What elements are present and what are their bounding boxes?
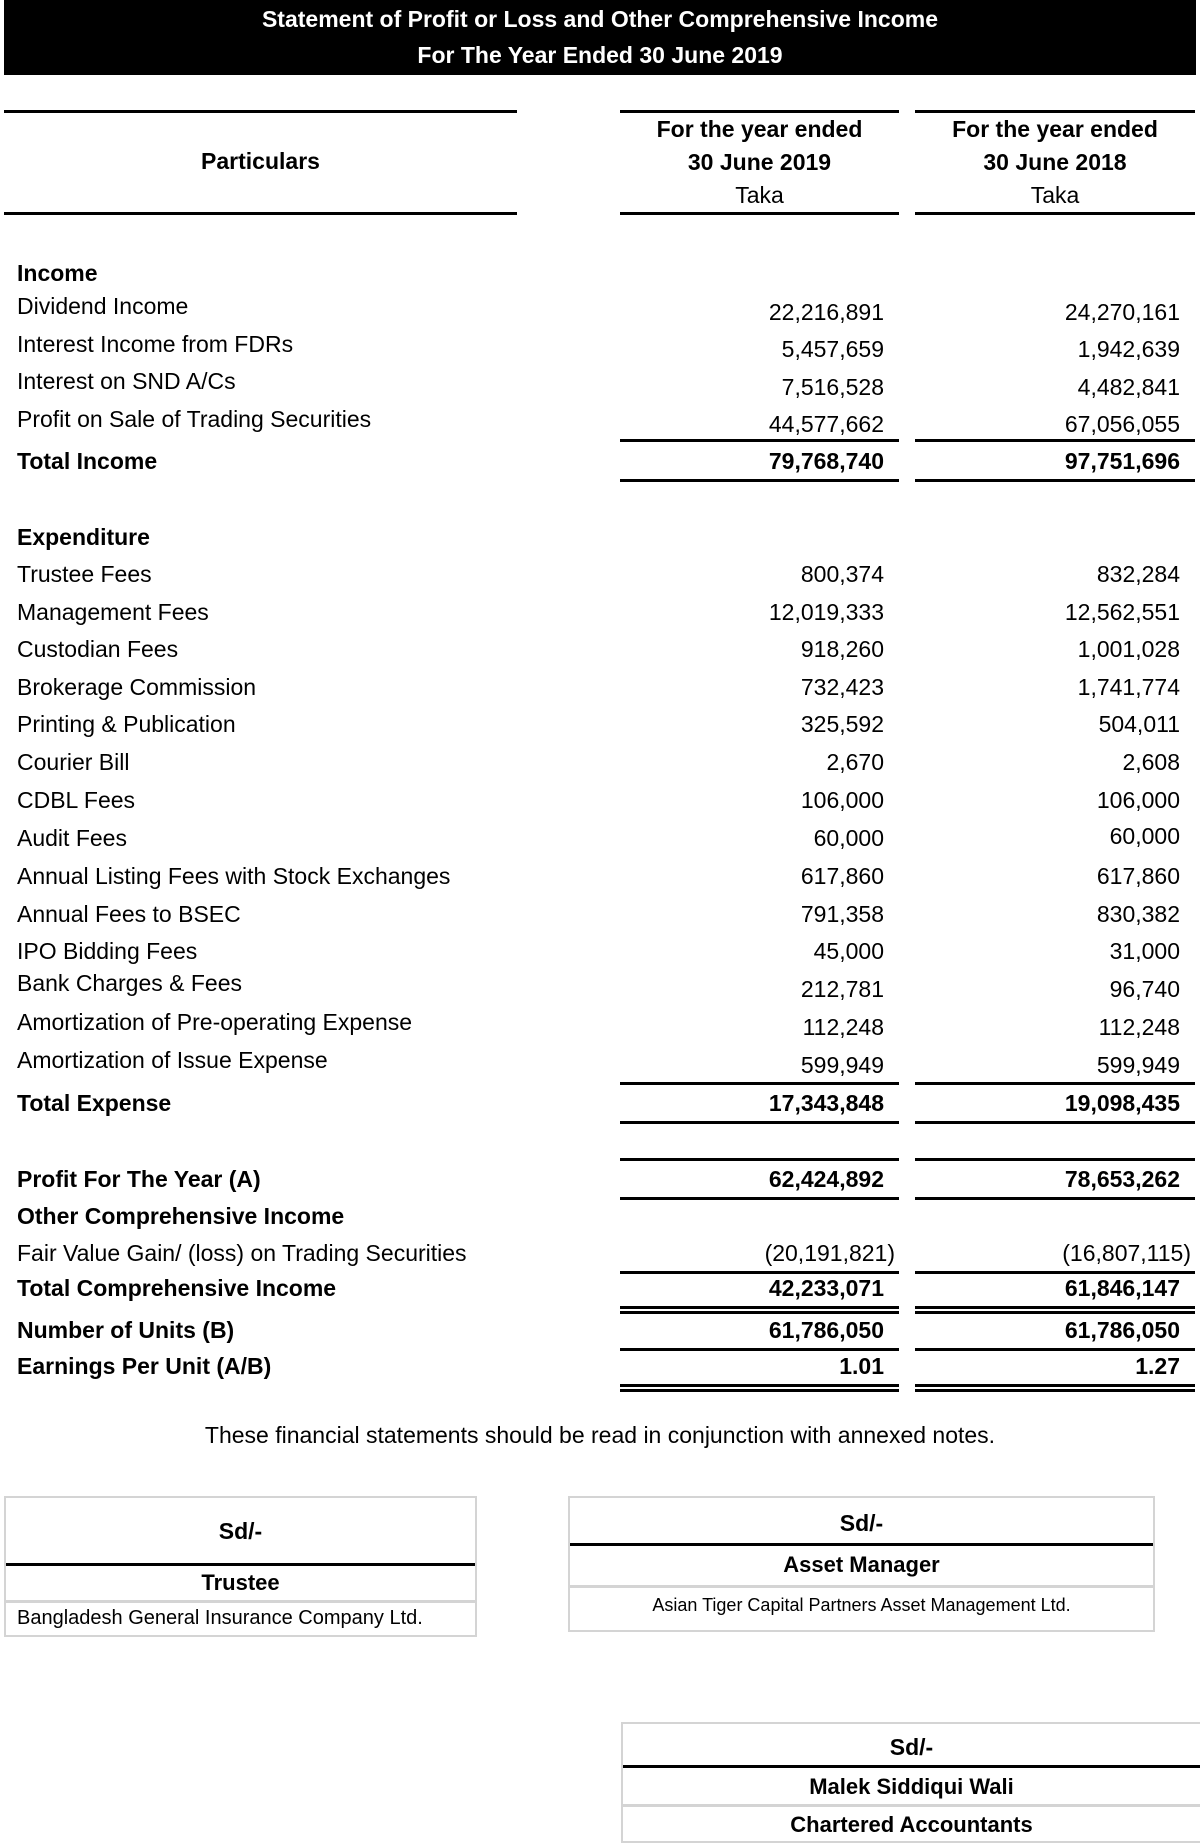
value-2018: 1,942,639	[1077, 336, 1180, 362]
row-label: Fair Value Gain/ (loss) on Trading Securities	[17, 1240, 467, 1266]
row-label: Audit Fees	[17, 825, 127, 851]
row-label: Number of Units (B)	[17, 1317, 235, 1343]
value-2019: 112,248	[802, 1014, 884, 1040]
value-2019: 45,000	[813, 938, 884, 964]
value-2018: 1.27	[1135, 1353, 1180, 1379]
units-row	[0, 1312, 1200, 1348]
value-2018: 832,284	[1096, 561, 1180, 587]
table-row	[0, 594, 1200, 630]
table-row	[0, 1235, 1200, 1271]
prior-year-line2: 30 June 2018	[983, 149, 1127, 175]
statement-title: Statement of Profit or Loss and Other Comprehensive Income	[261, 6, 939, 32]
value-2018: 830,382	[1096, 901, 1180, 927]
row-label: Total Income	[17, 448, 158, 474]
row-label: Earnings Per Unit (A/B)	[17, 1353, 272, 1379]
value-2018: 24,270,161	[1064, 299, 1180, 325]
header-bottom-rule	[620, 212, 899, 215]
value-2019: 918,260	[800, 636, 884, 662]
total-income-row	[0, 443, 1200, 479]
value-2019: 800,374	[800, 561, 884, 587]
table-row	[0, 631, 1200, 667]
value-2019: 791,358	[800, 901, 884, 927]
value-2019: 60,000	[813, 825, 884, 851]
row-label: Custodian Fees	[17, 636, 179, 662]
value-2018: 96,740	[1109, 976, 1180, 1002]
row-label: Profit on Sale of Trading Securities	[17, 406, 372, 432]
total-rule	[915, 1121, 1195, 1124]
row-label: Profit For The Year (A)	[17, 1166, 261, 1192]
row-label: Annual Listing Fees with Stock Exchanges	[17, 863, 451, 889]
asset-manager-org: Asian Tiger Capital Partners Asset Management Ltd.	[652, 1595, 1071, 1615]
table-row	[0, 706, 1200, 742]
value-2018: 61,786,050	[1064, 1317, 1180, 1343]
expenditure-heading: Expenditure	[17, 524, 150, 550]
value-2019: (20,191,821)	[764, 1240, 895, 1266]
asset-manager-role: Asset Manager	[783, 1552, 940, 1577]
profit-row	[0, 1161, 1200, 1197]
table-row	[0, 326, 1200, 362]
value-2018: 599,949	[1096, 1052, 1180, 1078]
current-year-unit: Taka	[735, 182, 784, 208]
value-2019: 42,233,071	[768, 1275, 884, 1301]
row-label: Bank Charges & Fees	[17, 970, 243, 996]
table-row	[0, 1042, 1200, 1078]
value-2018: 19,098,435	[1064, 1090, 1180, 1116]
row-label: Amortization of Pre-operating Expense	[17, 1009, 413, 1035]
value-2019: 617,860	[800, 863, 884, 889]
double-rule	[915, 1384, 1195, 1392]
eps-row	[0, 1348, 1200, 1384]
row-label: Interest on SND A/Cs	[17, 368, 236, 394]
value-2019: 1.01	[839, 1353, 884, 1379]
table-row	[0, 744, 1200, 780]
header-bottom-rule	[915, 212, 1195, 215]
footer-note: These financial statements should be read in conjunction with annexed notes.	[204, 1422, 996, 1448]
subtotal-rule	[620, 439, 899, 442]
statement-subtitle: For The Year Ended 30 June 2019	[417, 42, 783, 68]
signature-rule	[570, 1543, 1153, 1546]
row-label: Management Fees	[17, 599, 209, 625]
value-2018: 60,000	[1109, 823, 1180, 849]
trustee-signature-block	[4, 1496, 477, 1637]
value-2018: 504,011	[1098, 711, 1180, 737]
value-2019: 61,786,050	[768, 1317, 884, 1343]
particulars-header	[4, 145, 517, 178]
row-label: Brokerage Commission	[17, 674, 257, 700]
header-top-rule	[4, 110, 517, 113]
row-label: Courier Bill	[17, 749, 130, 775]
table-row	[0, 1004, 1200, 1040]
value-2018: 1,741,774	[1077, 674, 1180, 700]
value-2019: 2,670	[826, 749, 884, 775]
auditor-org: Chartered Accountants	[790, 1812, 1033, 1837]
particulars-label: Particulars	[201, 148, 320, 174]
trustee-org: Bangladesh General Insurance Company Ltd.	[17, 1607, 423, 1629]
value-2018: 97,751,696	[1064, 448, 1180, 474]
income-heading-row	[0, 255, 1200, 291]
divider	[570, 1585, 1153, 1588]
table-row	[0, 363, 1200, 399]
header-bottom-rule	[4, 212, 517, 215]
value-2018: 106,000	[1096, 787, 1180, 813]
value-2019: 732,423	[800, 674, 884, 700]
row-label: Printing & Publication	[17, 711, 236, 737]
total-comprehensive-income-row	[0, 1270, 1200, 1306]
value-2019: 79,768,740	[768, 448, 884, 474]
value-2019: 5,457,659	[781, 336, 884, 362]
value-2019: 599,949	[800, 1052, 884, 1078]
divider	[623, 1804, 1200, 1807]
current-year-line2: 30 June 2019	[687, 149, 832, 175]
total-expense-row	[0, 1085, 1200, 1121]
table-row	[0, 556, 1200, 592]
value-2019: 17,343,848	[768, 1090, 884, 1116]
value-2019: 62,424,892	[768, 1166, 884, 1192]
value-2019: 325,592	[800, 711, 884, 737]
value-2019: 44,577,662	[768, 411, 884, 437]
row-label: CDBL Fees	[17, 787, 136, 813]
table-row	[0, 401, 1200, 437]
value-2018: 78,653,262	[1064, 1166, 1180, 1192]
subtotal-rule	[915, 439, 1195, 442]
current-year-line1: For the year ended	[656, 116, 863, 142]
prior-year-line1: For the year ended	[952, 116, 1158, 142]
value-2019: 7,516,528	[781, 374, 884, 400]
row-label: Total Expense	[17, 1090, 172, 1116]
value-2018: 12,562,551	[1064, 599, 1180, 625]
table-row	[0, 669, 1200, 705]
table-row	[0, 820, 1200, 856]
double-rule	[620, 1384, 899, 1392]
total-rule	[620, 479, 899, 482]
income-heading: Income	[17, 260, 98, 286]
prior-year-unit: Taka	[1030, 182, 1080, 208]
asset-manager-signature-block	[568, 1496, 1155, 1632]
statement-title-bar	[4, 0, 1196, 75]
value-2019: 106,000	[800, 787, 884, 813]
table-row	[0, 933, 1200, 969]
table-row	[0, 965, 1200, 1001]
signature-rule	[623, 1765, 1200, 1768]
value-2018: 67,056,055	[1064, 411, 1180, 437]
value-2018: 31,000	[1109, 938, 1180, 964]
row-label: Annual Fees to BSEC	[17, 901, 241, 927]
table-row	[0, 896, 1200, 932]
trustee-role: Trustee	[201, 1570, 280, 1595]
current-year-header	[620, 113, 899, 212]
expenditure-heading-row	[0, 519, 1200, 555]
value-2019: 22,216,891	[768, 299, 884, 325]
table-row	[0, 858, 1200, 894]
total-rule	[620, 1121, 899, 1124]
signature-rule	[6, 1563, 475, 1566]
auditor-sign: Sd/-	[889, 1734, 934, 1760]
oci-heading-row	[0, 1198, 1200, 1234]
auditor-name: Malek Siddiqui Wali	[809, 1774, 1014, 1799]
value-2019: 212,781	[800, 976, 884, 1002]
value-2018: 617,860	[1096, 863, 1180, 889]
oci-heading: Other Comprehensive Income	[17, 1203, 345, 1229]
divider	[6, 1600, 475, 1603]
value-2019: 12,019,333	[768, 599, 884, 625]
table-row	[0, 782, 1200, 818]
row-label: Trustee Fees	[17, 561, 152, 587]
value-2018: 2,608	[1122, 749, 1180, 775]
row-label: Interest Income from FDRs	[17, 331, 294, 357]
table-row	[0, 288, 1200, 324]
value-2018: 112,248	[1098, 1014, 1180, 1040]
value-2018: (16,807,115)	[1062, 1240, 1191, 1266]
total-rule	[915, 479, 1195, 482]
value-2018: 61,846,147	[1064, 1275, 1180, 1301]
asset-manager-sign: Sd/-	[839, 1510, 884, 1536]
prior-year-header	[915, 113, 1195, 212]
row-label: Dividend Income	[17, 293, 189, 319]
row-label: Total Comprehensive Income	[17, 1275, 337, 1301]
trustee-sign: Sd/-	[218, 1518, 263, 1544]
value-2018: 1,001,028	[1077, 636, 1180, 662]
row-label: IPO Bidding Fees	[17, 938, 198, 964]
value-2018: 4,482,841	[1077, 374, 1180, 400]
auditor-signature-block	[621, 1722, 1200, 1843]
row-label: Amortization of Issue Expense	[17, 1047, 328, 1073]
